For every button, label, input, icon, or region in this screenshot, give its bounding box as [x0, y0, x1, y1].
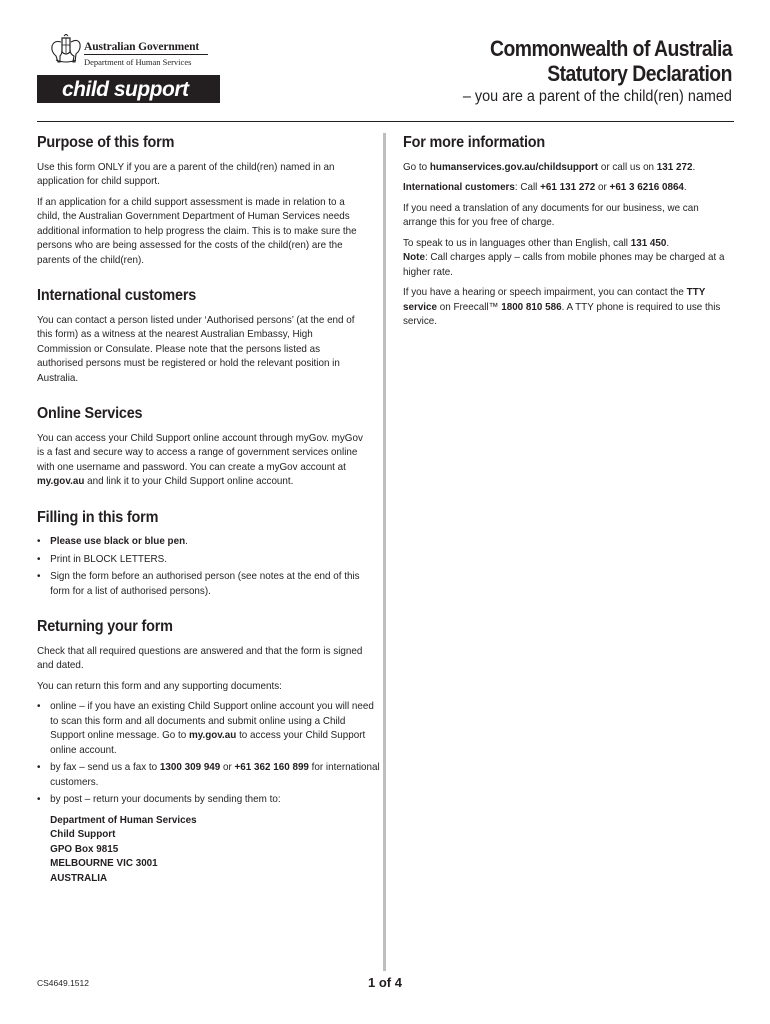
language-phone: 131 450 [630, 236, 667, 249]
international-heading: International customers [37, 287, 197, 304]
tty-phone: 1800 810 586 [501, 300, 562, 313]
filling-section [37, 508, 369, 599]
fax-or: or [220, 761, 235, 773]
purpose-section [37, 136, 369, 267]
international-section [37, 289, 369, 385]
list-item [37, 534, 381, 549]
tty-text-b: on Freecall™ [437, 300, 502, 313]
logo-divider [84, 54, 208, 55]
government-name: Australian Government [84, 41, 200, 53]
online-return-text-b: to access your Child Support online account. [50, 729, 366, 756]
returning-paragraph-1: Check that all required questions are answered and that the form is signed and dated. [37, 644, 363, 671]
note-text: : Call charges apply – calls from mobile phones may be charged at a higher rate. [403, 251, 725, 278]
phone-number: 131 272 [656, 160, 693, 173]
brand-text: child support [62, 78, 189, 101]
more-info-heading: For more information [403, 134, 546, 151]
tty-text-c: . A TTY phone is required to use this service. [403, 300, 721, 327]
more-info-paragraph-2 [403, 180, 733, 195]
mygov-link-2[interactable]: my.gov.au [188, 729, 237, 741]
note-label: Note [403, 251, 425, 263]
return-methods-list [37, 699, 380, 807]
intl-phone-2: +61 3 6216 0864 [609, 181, 684, 193]
form-subtitle: – you are a parent of the child(ren) named [463, 88, 732, 105]
info-text-b: or call us on [598, 160, 657, 173]
intl-or: or [595, 181, 610, 193]
department-name: Department of Human Services [84, 57, 192, 67]
more-info-paragraph-5 [403, 285, 733, 329]
pen-instruction: Please use black or blue pen [50, 535, 186, 547]
fax-number: 1300 309 949 [159, 761, 221, 773]
international-label: International customers [403, 181, 515, 193]
page-number: 1 of 4 [368, 975, 402, 990]
intl-text-c: . [683, 181, 687, 193]
form-code: CS4649.1512 [37, 978, 89, 988]
purpose-paragraph-2: If an application for a child support assessment is made in relation to a child, the Australian Government Department of Human Services needs additional information to help progress the claim. This is to make sure the persons who are being assessed for the costs of the child(ren) are the parents of the child(ren). [37, 195, 357, 266]
address-line: AUSTRALIA [50, 871, 108, 884]
purpose-heading: Purpose of this form [37, 134, 175, 151]
coat-of-arms-icon [48, 34, 84, 66]
international-paragraph: You can contact a person listed under ‘Authorised persons’ (at the end of this form) as a witness at the nearest Australian Embassy, High Commission or Consulate. Please note that the persons listed as authorised persons must be registered or hold the relevant position in Australia. [37, 313, 355, 384]
purpose-paragraph-1: Use this form ONLY if you are a parent of the child(ren) named in an application for child support. [37, 160, 335, 187]
returning-heading: Returning your form [37, 618, 173, 635]
intl-phone-1: +61 131 272 [540, 181, 596, 193]
online-services-paragraph [37, 431, 368, 489]
filling-list [37, 534, 369, 598]
more-info-paragraph-1 [403, 160, 733, 175]
header-divider [37, 121, 734, 122]
online-services-section [37, 407, 369, 489]
form-title-line1: Commonwealth of Australia [489, 36, 732, 61]
mygov-link[interactable]: my.gov.au [37, 475, 85, 487]
website-link[interactable]: humanservices.gov.au/childsupport [429, 160, 599, 173]
address-line: GPO Box 9815 [50, 842, 119, 855]
info-text-a: Go to [403, 160, 430, 173]
pen-instruction-end: . [185, 535, 188, 547]
tty-text-a: If you have a hearing or speech impairment, you can contact the [403, 286, 687, 298]
list-item [37, 699, 381, 757]
address-line: Child Support [50, 828, 116, 840]
online-return-text-a: online – if you have an existing Child Support online account you will need to scan this form and all documents and submit online using a Child Support online message. Go to [50, 700, 374, 741]
intl-text-a: : Call [514, 181, 541, 193]
filling-heading: Filling in this form [37, 508, 159, 526]
fax-number-international: +61 362 160 899 [234, 761, 309, 773]
online-services-heading: Online Services [37, 405, 143, 422]
list-item: • Print in BLOCK LETTERS. [37, 552, 381, 567]
fax-text-a: by fax – send us a fax to [50, 761, 160, 773]
info-text-c: . [692, 160, 696, 173]
list-item: • by post – return your documents by sending them to: [37, 792, 381, 807]
postal-address [37, 813, 349, 886]
online-text-a: You can access your Child Support online account through myGov. myGov is a fast and secure way to access a range of government services online with one username and password. You can create a myGov account at [37, 431, 363, 473]
list-item: • Sign the form before an authorised person (see notes at the end of this form for a list of authorised persons). [37, 569, 381, 598]
right-column [403, 136, 734, 335]
returning-paragraph-2: You can return this form and any supporting documents: [37, 679, 282, 692]
address-line: Department of Human Services [50, 813, 197, 826]
fax-text-b: for international customers. [50, 761, 380, 788]
column-divider [383, 133, 386, 971]
lang-text-a: To speak to us in languages other than English, call [403, 236, 631, 249]
returning-section [37, 618, 380, 885]
form-title-line2: Statutory Declaration [547, 61, 732, 86]
online-text-b: and link it to your Child Support online account. [84, 475, 294, 487]
left-column [37, 134, 380, 907]
more-info-paragraph-3: If you need a translation of any documents for our business, we can arrange this for you free of charge. [403, 201, 699, 228]
tty-label: TTY service [403, 286, 706, 313]
lang-text-b: . [666, 236, 670, 249]
more-info-paragraph-4 [403, 236, 733, 280]
list-item [37, 760, 381, 789]
address-line: MELBOURNE VIC 3001 [50, 857, 158, 869]
